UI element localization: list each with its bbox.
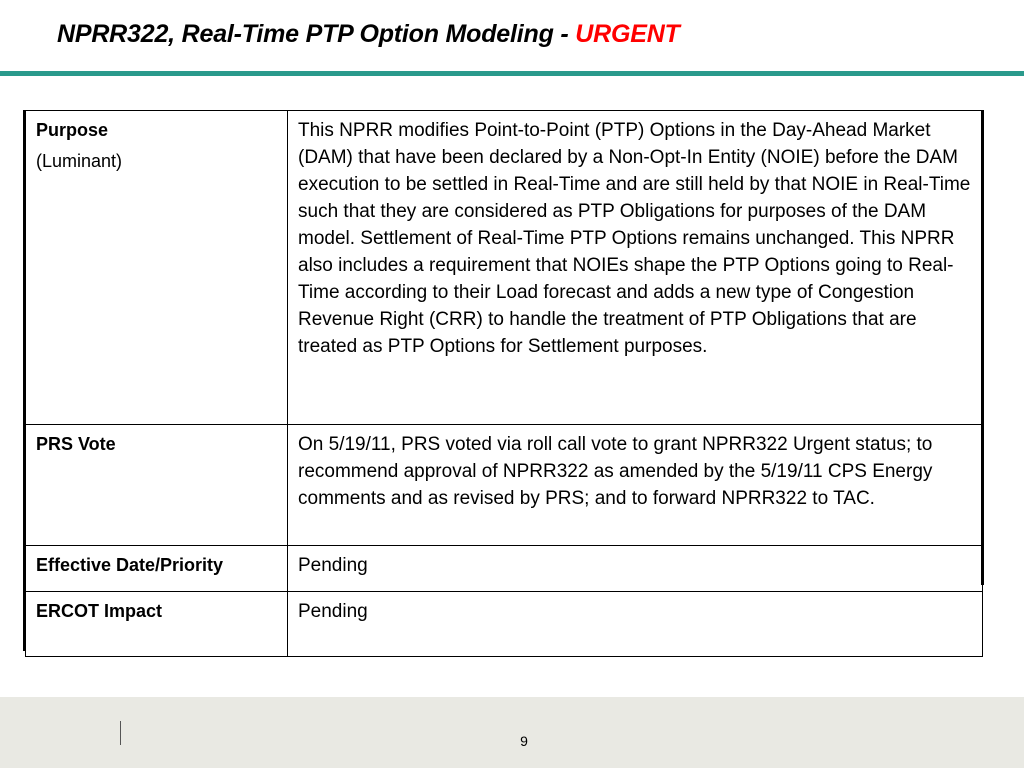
row-sublabel: (Luminant): [36, 151, 123, 171]
slide-footer: [0, 697, 1024, 768]
row-label-cell: [26, 546, 288, 592]
row-content: Pending: [288, 592, 983, 657]
row-label: Purpose: [36, 120, 109, 140]
slide-title-main: NPRR322, Real-Time PTP Option Modeling -: [57, 20, 576, 48]
table-row: [26, 111, 983, 425]
table-border-left: [23, 110, 25, 651]
row-label-cell: [26, 425, 288, 546]
nprr-summary-table: [25, 110, 983, 657]
title-divider: [0, 71, 1024, 76]
row-label-cell: [26, 111, 288, 425]
row-label-cell: [26, 592, 288, 657]
row-content: This NPRR modifies Point-to-Point (PTP) Options in the Day-Ahead Market (DAM) that have been declared by a Non-Opt-In Entity (NOIE) before the DAM execution to be settled in Real-Time and are still held by that NOIE in Real-Time such that they are considered as PTP Obligations for purposes of the DAM model. Settlement of Real-Time PTP Options remains unchanged. This NPRR also includes a requirement that NOIEs shape the PTP Options going to Real-Time according to their Load forecast and adds a new type of Congestion Revenue Right (CRR) to handle the treatment of PTP Obligations that are treated as PTP Options for Settlement purposes.: [288, 111, 983, 425]
row-content: On 5/19/11, PRS voted via roll call vote to grant NPRR322 Urgent status; to recommend approval of NPRR322 as amended by the 5/19/11 CPS Energy comments and as revised by PRS; and to forward NPRR322 to TAC.: [288, 425, 983, 546]
footer-divider: [120, 721, 121, 745]
table-row: [26, 592, 983, 657]
page-number: 9: [520, 733, 528, 749]
table-row: [26, 425, 983, 546]
row-label: PRS Vote: [36, 434, 116, 454]
row-content: Pending: [288, 546, 983, 592]
slide-title: [57, 20, 680, 49]
urgent-label: URGENT: [575, 20, 680, 48]
row-label: Effective Date/Priority: [36, 555, 224, 575]
row-label: ERCOT Impact: [36, 601, 163, 621]
table-border-right: [981, 110, 984, 585]
table-row: [26, 546, 983, 592]
